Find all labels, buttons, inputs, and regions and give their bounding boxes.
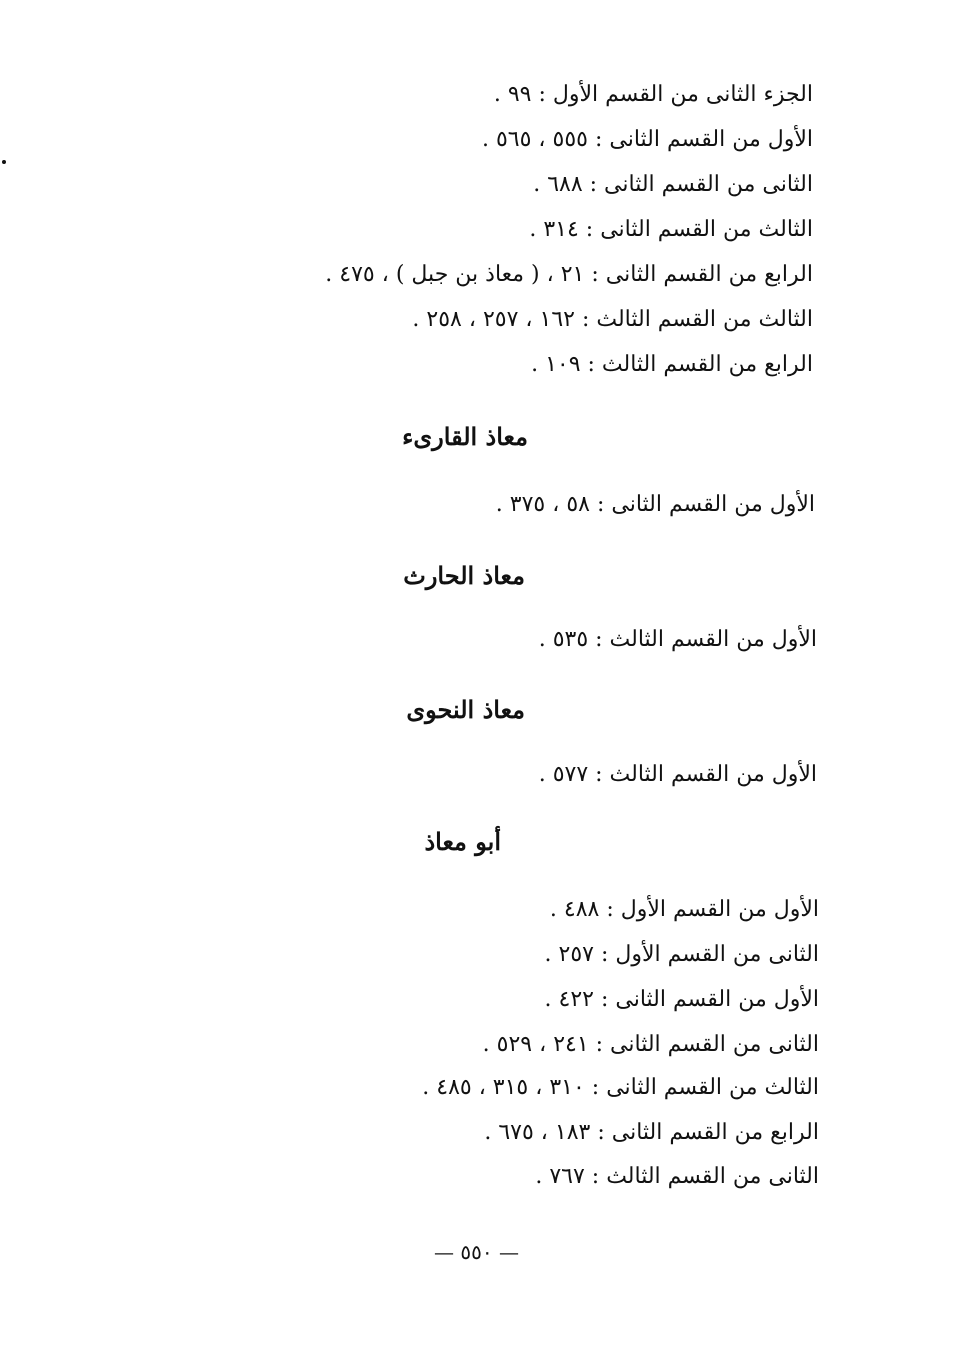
index-entry: الثانى من القسم الثانى : ٦٨٨ . xyxy=(533,172,813,197)
index-entry: الثانى من القسم الأول : ٢٥٧ . xyxy=(544,942,819,967)
section-heading: معاذ الحارث xyxy=(403,561,525,590)
page-number: — ٥٥٠ — xyxy=(434,1240,519,1264)
index-entry: الثالث من القسم الثالث : ١٦٢ ، ٢٥٧ ، ٢٥٨ . xyxy=(412,307,813,332)
index-entry: الثالث من القسم الثانى : ٣١٠ ، ٣١٥ ، ٤٨٥ . xyxy=(422,1075,819,1100)
index-entry: الجزء الثانى من القسم الأول : ٩٩ . xyxy=(493,82,813,107)
index-entry: الأول من القسم الثانى : ٤٢٢ . xyxy=(544,987,819,1012)
index-entry: الرابع من القسم الثانى : ٢١ ، ( معاذ بن جبل ) ، ٤٧٥ . xyxy=(325,262,813,287)
index-entry: الرابع من القسم الثانى : ١٨٣ ، ٦٧٥ . xyxy=(484,1120,819,1145)
index-entry: الرابع من القسم الثالث : ١٠٩ . xyxy=(531,352,813,377)
index-entry: الثانى من القسم الثالث : ٧٦٧ . xyxy=(535,1164,819,1189)
index-entry: الأول من القسم الثالث : ٥٧٧ . xyxy=(538,762,817,787)
index-entry: الأول من القسم الثانى : ٥٥٥ ، ٥٦٥ . xyxy=(481,127,813,152)
index-entry: الأول من القسم الثالث : ٥٣٥ . xyxy=(538,627,817,652)
section-heading: أبو معاذ xyxy=(424,827,501,856)
index-entry: الأول من القسم الثانى : ٥٨ ، ٣٧٥ . xyxy=(495,492,815,517)
index-entry: الأول من القسم الأول : ٤٨٨ . xyxy=(549,897,819,922)
margin-mark xyxy=(2,160,6,164)
section-heading: معاذ النحوى xyxy=(406,695,525,724)
section-heading: معاذ القارىء xyxy=(402,422,528,451)
index-entry: الثانى من القسم الثانى : ٢٤١ ، ٥٢٩ . xyxy=(482,1032,819,1057)
index-entry: الثالث من القسم الثانى : ٣١٤ . xyxy=(529,217,813,242)
